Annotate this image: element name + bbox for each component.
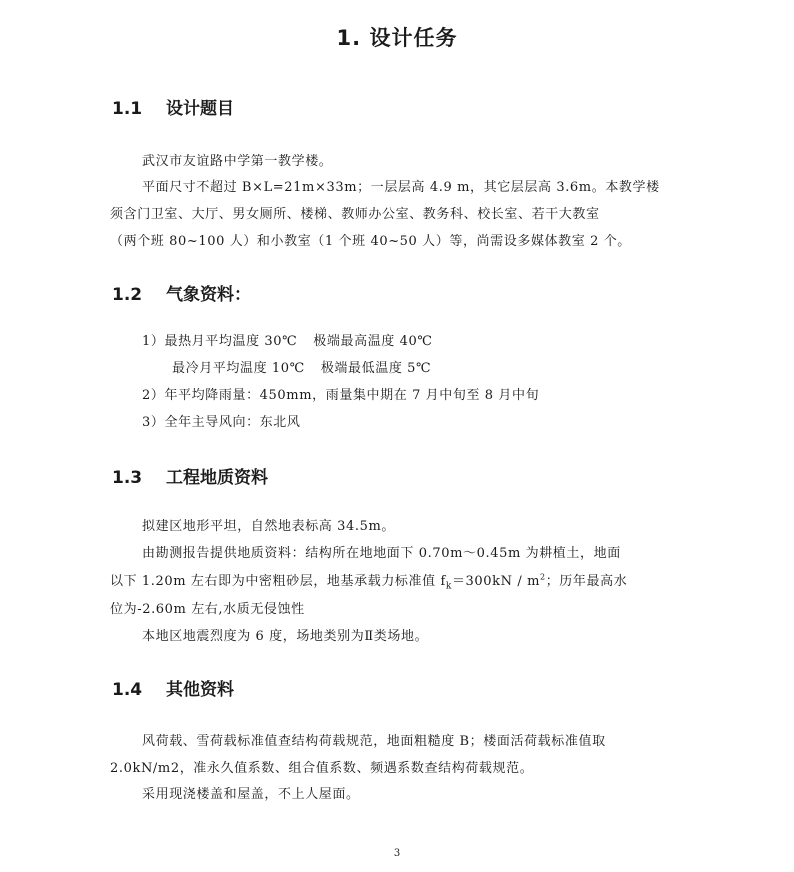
paragraph-line: 2.0kN/m2，准永久值系数、组合值系数、频遇系数查结构荷载规范。 [110,761,534,776]
list-item-text: 最冷月平均温度 10℃ [172,361,305,376]
superscript: 2 [540,572,546,582]
list-item: 2）年平均降雨量：450mm，雨量集中期在 7 月中旬至 8 月中旬 [142,388,540,403]
list-item [172,357,431,376]
paragraph-line: 平面尺寸不超过 B×L=21m×33m；一层层高 4.9 m，其它层层高 3.6m。本教学楼 [142,180,660,195]
section-title: 设计题目 [166,99,234,119]
page-number: 3 [393,848,401,859]
paragraph-line: 武汉市友谊路中学第一教学楼。 [142,154,333,169]
section-title: 工程地质资料 [166,468,268,488]
list-item: 3）全年主导风向：东北风 [142,415,301,430]
section-number: 1.1 [112,99,143,119]
section-heading-1-2 [112,280,251,305]
list-item-text: 极端最低温度 5℃ [320,361,432,376]
subscript: k [445,581,452,592]
section-heading-1-4 [112,675,234,700]
chapter-title: 1. 设计任务 [336,26,458,50]
section-title: 其他资料 [166,680,234,700]
paragraph-line: 采用现浇楼盖和屋盖，不上人屋面。 [142,787,360,802]
paragraph-line: 本地区地震烈度为 6 度，场地类别为Ⅱ类场地。 [142,629,429,644]
paragraph-line: 须含门卫室、大厅、男女厕所、楼梯、教师办公室、教务科、校长室、若干大教室 [110,207,600,222]
paragraph-line: 位为-2.60m 左右,水质无侵蚀性 [110,602,305,617]
paragraph-line: （两个班 80~100 人）和小教室（1 个班 40~50 人）等，尚需设多媒体教室 2 个。 [110,234,631,249]
paragraph-line: 拟建区地形平坦，自然地表标高 34.5m。 [142,519,396,534]
text-run: ；历年最高水 [545,574,628,589]
section-heading-1-1 [112,94,234,119]
section-title: 气象资料： [166,285,251,305]
list-item-text: 极端最高温度 40℃ [313,334,433,349]
paragraph-line: 风荷载、雪荷载标准值查结构荷载规范，地面粗糙度 B；楼面活荷载标准值取 [142,734,606,749]
section-number: 1.4 [112,680,143,700]
list-item-text: 1）最热月平均温度 30℃ [142,334,298,349]
text-run: 以下 1.20m 左右即为中密粗砂层，地基承载力标准值 f [110,574,446,589]
text-run: ＝300kN / m [451,574,540,589]
paragraph-line [110,570,627,592]
list-item [142,330,433,349]
section-heading-1-3 [112,463,268,488]
section-number: 1.3 [112,468,143,488]
section-number: 1.2 [112,285,143,305]
paragraph-line: 由勘测报告提供地质资料：结构所在地地面下 0.70m～0.45m 为耕植土，地面 [142,546,621,561]
